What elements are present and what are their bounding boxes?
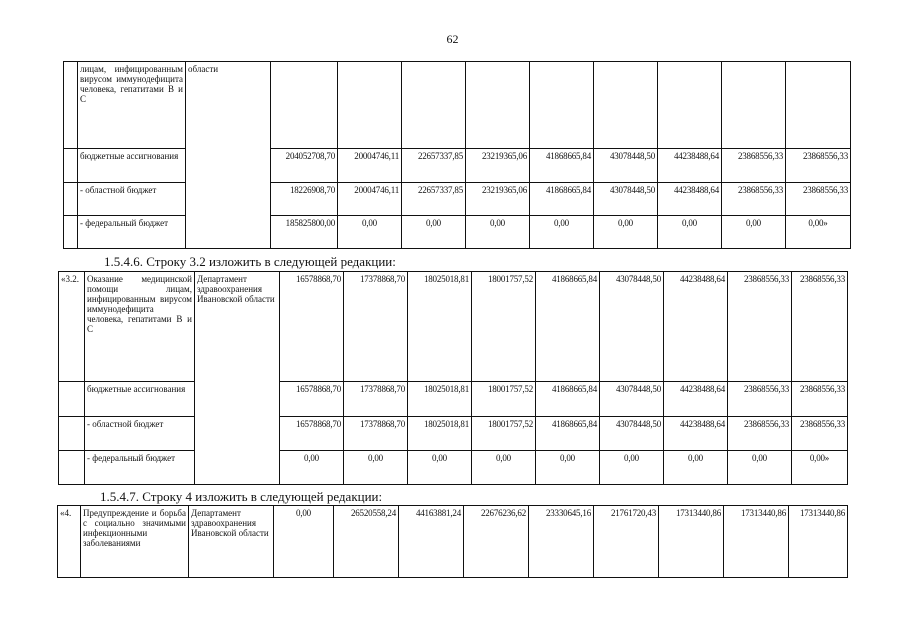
value-cell: 17378868,70 xyxy=(344,417,408,451)
table-row xyxy=(64,183,851,216)
value-cell: 41868665,84 xyxy=(536,382,600,417)
value-cell: 23868556,33 xyxy=(792,382,848,417)
table-row xyxy=(59,272,848,382)
table-row xyxy=(64,149,851,183)
value-cell: 23868556,33 xyxy=(722,149,786,183)
value-cell: 17313440,86 xyxy=(659,506,724,578)
value-cell: 0,00 xyxy=(344,451,408,485)
value-cell: 17378868,70 xyxy=(344,382,408,417)
value-cell: 0,00 xyxy=(274,506,334,578)
table-row xyxy=(58,506,848,578)
program-name-cell: бюджетные ассигнования xyxy=(85,382,195,417)
value-cell: 41868665,84 xyxy=(536,417,600,451)
budget-table-row-3-2 xyxy=(58,271,848,485)
value-cell: 204052708,70 xyxy=(271,149,338,183)
value-cell: 44238488,64 xyxy=(664,417,728,451)
value-cell: 23868556,33 xyxy=(728,382,792,417)
program-name-cell: - федеральный бюджет xyxy=(78,216,186,249)
value-cell: 44238488,64 xyxy=(658,183,722,216)
executor-cell: Департамент здравоохранения Ивановской области xyxy=(195,272,280,382)
value-cell: 18001757,52 xyxy=(472,417,536,451)
value-cell: 44238488,64 xyxy=(658,149,722,183)
value-cell: 21761720,43 xyxy=(594,506,659,578)
value-cell: 17378868,70 xyxy=(344,272,408,382)
budget-table-continuation xyxy=(63,61,851,249)
page-number: 62 xyxy=(446,32,459,46)
value-cell: 23219365,06 xyxy=(466,183,530,216)
value-cell xyxy=(786,62,851,149)
program-name-cell: лицам, инфицированным вирусом иммунодефицита человека, гепатитами В и С xyxy=(78,62,186,149)
value-cell: 23868556,33 xyxy=(792,417,848,451)
value-cell: 23868556,33 xyxy=(792,272,848,382)
table-row xyxy=(59,382,848,417)
value-cell: 18025018,81 xyxy=(408,417,472,451)
program-name-cell: - областной бюджет xyxy=(85,417,195,451)
value-cell: 22676236,62 xyxy=(464,506,529,578)
value-cell: 18226908,70 xyxy=(271,183,338,216)
value-cell: 20004746,11 xyxy=(338,183,402,216)
value-cell: 43078448,50 xyxy=(594,183,658,216)
program-name-cell: - федеральный бюджет xyxy=(85,451,195,485)
value-cell: 0,00 xyxy=(280,451,344,485)
value-cell: 18025018,81 xyxy=(408,382,472,417)
value-cell: 0,00 xyxy=(722,216,786,249)
value-cell: 23868556,33 xyxy=(728,417,792,451)
value-cell: 43078448,50 xyxy=(594,149,658,183)
value-cell: 23868556,33 xyxy=(786,183,851,216)
table-row xyxy=(59,417,848,451)
row-number-cell: «3.2. xyxy=(59,272,85,382)
row-number-cell xyxy=(59,382,85,417)
value-cell: 43078448,50 xyxy=(600,417,664,451)
value-cell: 0,00 xyxy=(402,216,466,249)
row-number-cell xyxy=(64,149,78,183)
budget-table-row-4 xyxy=(57,505,848,578)
value-cell: 23219365,06 xyxy=(466,149,530,183)
value-cell: 43078448,50 xyxy=(600,382,664,417)
value-cell: 26520558,24 xyxy=(334,506,399,578)
row-number-cell xyxy=(64,62,78,149)
value-cell: 44238488,64 xyxy=(664,382,728,417)
row-number-cell xyxy=(59,417,85,451)
value-cell: 23868556,33 xyxy=(728,272,792,382)
value-cell: 18001757,52 xyxy=(472,272,536,382)
value-cell: 0,00 xyxy=(466,216,530,249)
value-cell: 17313440,86 xyxy=(724,506,789,578)
value-cell: 43078448,50 xyxy=(600,272,664,382)
value-cell: 41868665,84 xyxy=(530,183,594,216)
value-cell: 0,00 xyxy=(728,451,792,485)
value-cell xyxy=(271,62,338,149)
program-name-cell: Оказание медицинской помощи лицам, инфицированным вирусом иммунодефицита человека, гепатитами В и С xyxy=(85,272,195,382)
value-cell: 0,00 xyxy=(408,451,472,485)
value-cell xyxy=(658,62,722,149)
row-number-cell xyxy=(64,183,78,216)
value-cell xyxy=(594,62,658,149)
executor-cell: области xyxy=(186,62,271,149)
value-cell: 44238488,64 xyxy=(664,272,728,382)
program-name-cell: - областной бюджет xyxy=(78,183,186,216)
table-row xyxy=(59,451,848,485)
value-cell: 23330645,16 xyxy=(529,506,594,578)
value-cell: 0,00» xyxy=(792,451,848,485)
program-name-cell: Предупреждение и борьба с социально значимыми инфекционными заболеваниями xyxy=(81,506,189,578)
value-cell: 0,00 xyxy=(536,451,600,485)
value-cell: 18025018,81 xyxy=(408,272,472,382)
executor-cell xyxy=(186,149,271,249)
value-cell: 0,00 xyxy=(664,451,728,485)
executor-cell: Департамент здравоохранения Ивановской области xyxy=(189,506,274,578)
value-cell: 0,00 xyxy=(658,216,722,249)
value-cell xyxy=(402,62,466,149)
table-row xyxy=(64,216,851,249)
table-row xyxy=(64,62,851,149)
executor-cell xyxy=(195,382,280,485)
value-cell: 16578868,70 xyxy=(280,272,344,382)
value-cell: 23868556,33 xyxy=(722,183,786,216)
value-cell: 0,00 xyxy=(530,216,594,249)
row-number-cell xyxy=(59,451,85,485)
value-cell: 0,00 xyxy=(594,216,658,249)
value-cell: 23868556,33 xyxy=(786,149,851,183)
row-number-cell xyxy=(64,216,78,249)
value-cell xyxy=(338,62,402,149)
value-cell: 0,00» xyxy=(786,216,851,249)
value-cell: 22657337,85 xyxy=(402,149,466,183)
value-cell: 20004746,11 xyxy=(338,149,402,183)
value-cell: 44163881,24 xyxy=(399,506,464,578)
value-cell xyxy=(722,62,786,149)
row-number-cell: «4. xyxy=(58,506,81,578)
value-cell: 185825800,00 xyxy=(271,216,338,249)
value-cell: 0,00 xyxy=(472,451,536,485)
program-name-cell: бюджетные ассигнования xyxy=(78,149,186,183)
value-cell: 22657337,85 xyxy=(402,183,466,216)
value-cell: 0,00 xyxy=(600,451,664,485)
value-cell: 18001757,52 xyxy=(472,382,536,417)
value-cell xyxy=(530,62,594,149)
value-cell: 17313440,86 xyxy=(789,506,848,578)
value-cell: 41868665,84 xyxy=(536,272,600,382)
value-cell: 0,00 xyxy=(338,216,402,249)
value-cell xyxy=(466,62,530,149)
section-heading-1-5-4-7: 1.5.4.7. Строку 4 изложить в следующей редакции: xyxy=(100,489,383,504)
value-cell: 16578868,70 xyxy=(280,382,344,417)
value-cell: 41868665,84 xyxy=(530,149,594,183)
section-heading-1-5-4-6: 1.5.4.6. Строку 3.2 изложить в следующей редакции: xyxy=(104,254,396,269)
value-cell: 16578868,70 xyxy=(280,417,344,451)
